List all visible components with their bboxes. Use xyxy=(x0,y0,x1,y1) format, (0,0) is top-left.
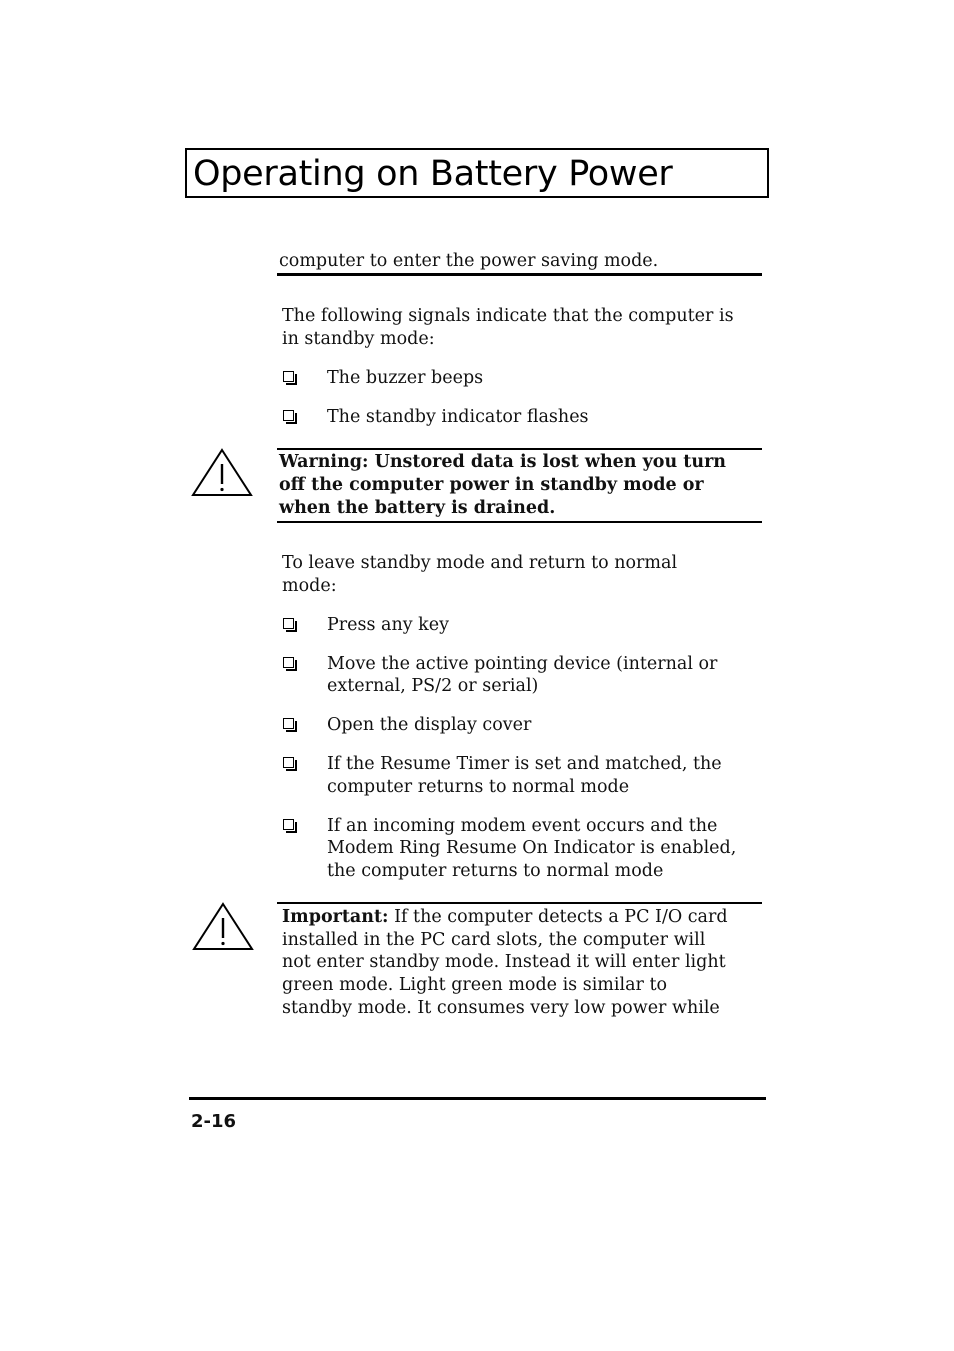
list-item-continued: Modem Ring Resume On Indicator is enabled, xyxy=(327,838,737,858)
list-item: Press any key xyxy=(327,615,450,635)
warning-line1: Warning: Unstored data is lost when you turn xyxy=(279,452,727,472)
checkbox-bullet-icon xyxy=(283,618,294,629)
warning-icon xyxy=(191,448,253,498)
warning-line3: when the battery is drained. xyxy=(279,498,556,518)
warning-bottom-rule xyxy=(277,521,762,523)
standby-intro-line1: The following signals indicate that the computer is xyxy=(282,306,734,326)
list-item: Open the display cover xyxy=(327,715,532,735)
checkbox-bullet-icon xyxy=(283,657,294,668)
warning-line2: off the computer power in standby mode or xyxy=(279,475,704,495)
intro-line: computer to enter the power saving mode. xyxy=(279,251,659,271)
page-title: Operating on Battery Power xyxy=(193,154,673,194)
important-line2: installed in the PC card slots, the computer will xyxy=(282,930,706,950)
page-number: 2-16 xyxy=(191,1111,237,1132)
checkbox-bullet-icon xyxy=(283,819,294,830)
footer-rule xyxy=(189,1097,766,1100)
list-item: The standby indicator flashes xyxy=(327,407,589,427)
important-line3: not enter standby mode. Instead it will enter light xyxy=(282,952,726,972)
important-label: Important: xyxy=(282,907,389,927)
important-line4: green mode. Light green mode is similar to xyxy=(282,975,668,995)
list-item-continued: external, PS/2 or serial) xyxy=(327,676,539,696)
warning-top-rule xyxy=(277,448,762,450)
list-item: The buzzer beeps xyxy=(327,368,484,388)
list-item-continued: the computer returns to normal mode xyxy=(327,861,664,881)
checkbox-bullet-icon xyxy=(283,410,294,421)
checkbox-bullet-icon xyxy=(283,371,294,382)
section-divider xyxy=(277,273,762,276)
standby-intro-line2: in standby mode: xyxy=(282,329,435,349)
caution-icon xyxy=(192,902,254,952)
list-item: If an incoming modem event occurs and the xyxy=(327,816,718,836)
leave-standby-intro-line1: To leave standby mode and return to normal xyxy=(282,553,678,573)
important-line5: standby mode. It consumes very low power while xyxy=(282,998,720,1018)
leave-standby-intro-line2: mode: xyxy=(282,576,337,596)
important-line1 xyxy=(282,906,728,929)
important-line1-text: If the computer detects a PC I/O card xyxy=(388,907,728,927)
list-item: Move the active pointing device (internal or xyxy=(327,654,718,674)
list-item: If the Resume Timer is set and matched, the xyxy=(327,754,722,774)
list-item-continued: computer returns to normal mode xyxy=(327,777,630,797)
checkbox-bullet-icon xyxy=(283,757,294,768)
page-header xyxy=(185,148,769,198)
important-top-rule xyxy=(277,902,762,904)
checkbox-bullet-icon xyxy=(283,718,294,729)
